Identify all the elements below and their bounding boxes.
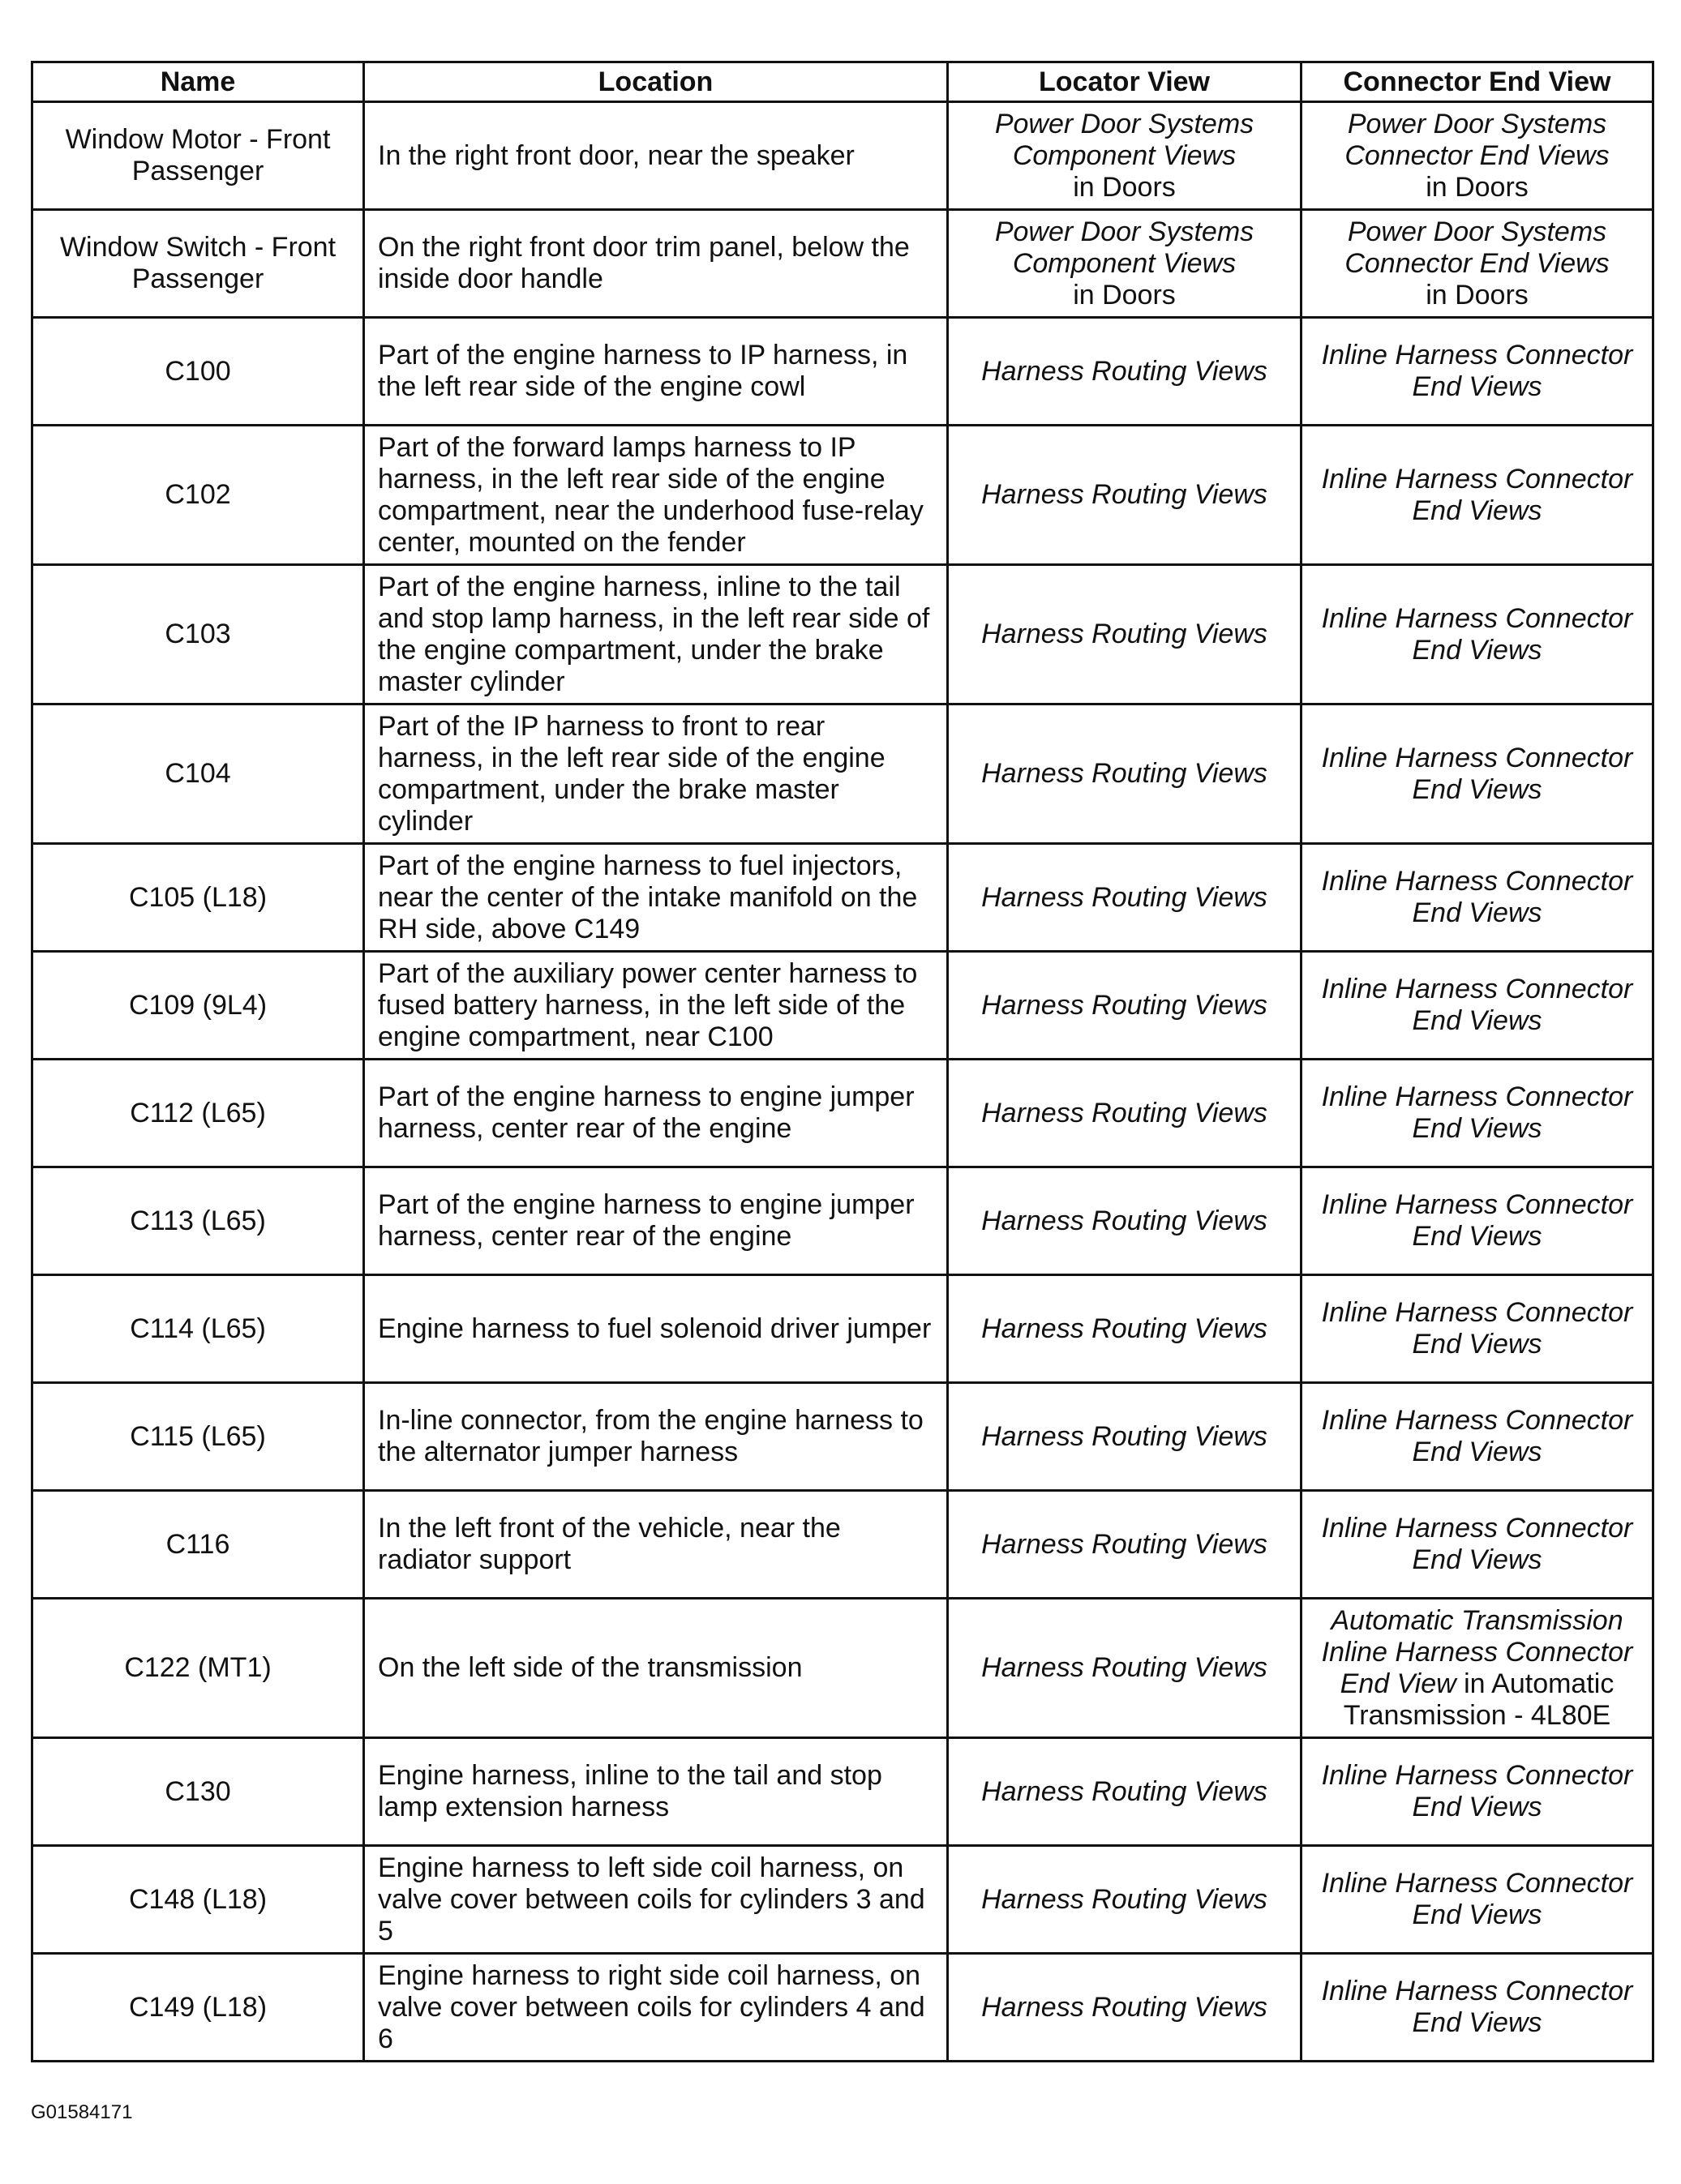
cell-name: C103 xyxy=(32,565,364,704)
cell-connector-end-view xyxy=(1301,1167,1653,1275)
cell-location: On the left side of the transmission xyxy=(364,1599,948,1738)
cell-locator-view xyxy=(948,952,1301,1060)
cell-locator-view xyxy=(948,1599,1301,1738)
locator-view-text: Harness Routing Views xyxy=(981,989,1267,1021)
cell-name: C102 xyxy=(32,426,364,565)
cell-locator-view xyxy=(948,1167,1301,1275)
connector-end-view-text: Inline Harness Connector End Views xyxy=(1321,463,1633,526)
connector-end-view-suffix: in Doors xyxy=(1426,171,1529,203)
cell-location: Part of the forward lamps harness to IP harness, in the left rear side of the engine compartment, near the underhood fuse-relay center, mounted on the fender xyxy=(364,426,948,565)
table-row xyxy=(32,1275,1653,1383)
locator-view-text: Harness Routing Views xyxy=(981,479,1267,510)
locator-view-text: Harness Routing Views xyxy=(981,619,1267,649)
table-row xyxy=(32,210,1653,318)
connector-end-view-text: Inline Harness Connector End Views xyxy=(1321,866,1633,928)
cell-connector-end-view xyxy=(1301,1275,1653,1383)
cell-connector-end-view xyxy=(1301,210,1653,318)
table-row xyxy=(32,844,1653,952)
cell-location: On the right front door trim panel, below the inside door handle xyxy=(364,210,948,318)
cell-connector-end-view xyxy=(1301,952,1653,1060)
cell-connector-end-view xyxy=(1301,102,1653,210)
locator-view-text: Power Door Systems Component Views xyxy=(994,216,1254,279)
cell-name: Window Motor - Front Passenger xyxy=(32,102,364,210)
connector-end-view-text: Inline Harness Connector End Views xyxy=(1321,1405,1633,1467)
cell-connector-end-view xyxy=(1301,1491,1653,1599)
cell-name: C105 (L18) xyxy=(32,844,364,952)
cell-name: C114 (L65) xyxy=(32,1275,364,1383)
locator-view-text: Harness Routing Views xyxy=(981,1991,1267,2023)
locator-view-text: Harness Routing Views xyxy=(981,881,1267,913)
cell-name: C109 (9L4) xyxy=(32,952,364,1060)
connector-end-view-text: Inline Harness Connector End Views xyxy=(1321,1081,1633,1144)
cell-connector-end-view xyxy=(1301,1599,1653,1738)
cell-locator-view xyxy=(948,1383,1301,1491)
connector-end-view-text: Inline Harness Connector End Views xyxy=(1321,602,1633,666)
cell-location: Engine harness to fuel solenoid driver jumper xyxy=(364,1275,948,1383)
cell-location: Engine harness to right side coil harness, on valve cover between coils for cylinders 4 and 6 xyxy=(364,1954,948,2062)
locator-view-suffix: in Doors xyxy=(1073,279,1176,310)
table-row xyxy=(32,1846,1653,1954)
locator-view-text: Harness Routing Views xyxy=(981,1652,1267,1683)
locator-view-text: Harness Routing Views xyxy=(981,1528,1267,1560)
cell-connector-end-view xyxy=(1301,318,1653,426)
connector-end-view-text: Inline Harness Connector End Views xyxy=(1321,1868,1633,1930)
cell-location: In the left front of the vehicle, near the radiator support xyxy=(364,1491,948,1599)
cell-connector-end-view xyxy=(1301,426,1653,565)
cell-location: In the right front door, near the speaker xyxy=(364,102,948,210)
cell-locator-view xyxy=(948,1060,1301,1167)
cell-location: Part of the engine harness, inline to the tail and stop lamp harness, in the left rear side of the engine compartment, under the brake master cylinder xyxy=(364,565,948,704)
connector-end-view-text: Inline Harness Connector End Views xyxy=(1321,1189,1633,1252)
cell-connector-end-view xyxy=(1301,844,1653,952)
locator-view-text: Harness Routing Views xyxy=(981,1420,1267,1452)
table-row xyxy=(32,1383,1653,1491)
cell-name: C115 (L65) xyxy=(32,1383,364,1491)
cell-name: C100 xyxy=(32,318,364,426)
cell-location: Part of the engine harness to IP harness, in the left rear side of the engine cowl xyxy=(364,318,948,426)
locator-view-text: Harness Routing Views xyxy=(981,1205,1267,1236)
connector-end-view-suffix: in Doors xyxy=(1426,279,1529,310)
table-row xyxy=(32,1599,1653,1738)
table-row xyxy=(32,952,1653,1060)
connector-end-view-text: Power Door Systems Connector End Views xyxy=(1344,108,1610,171)
connector-end-view-text: Automatic Transmission Inline Harness Connector End View xyxy=(1321,1604,1633,1699)
cell-locator-view xyxy=(948,844,1301,952)
table-row xyxy=(32,102,1653,210)
locator-view-text: Harness Routing Views xyxy=(981,355,1267,387)
locator-view-suffix: in Doors xyxy=(1073,171,1176,203)
cell-connector-end-view xyxy=(1301,1738,1653,1846)
header-locator-view: Locator View xyxy=(948,62,1301,102)
cell-location: Engine harness to left side coil harness, on valve cover between coils for cylinders 3 and 5 xyxy=(364,1846,948,1954)
cell-location: Part of the auxiliary power center harness to fused battery harness, in the left side of the engine compartment, near C100 xyxy=(364,952,948,1060)
cell-name: Window Switch - Front Passenger xyxy=(32,210,364,318)
locator-view-text: Harness Routing Views xyxy=(981,1313,1267,1344)
cell-locator-view xyxy=(948,102,1301,210)
table-row xyxy=(32,1738,1653,1846)
cell-location: In-line connector, from the engine harness to the alternator jumper harness xyxy=(364,1383,948,1491)
header-connector-end-view: Connector End View xyxy=(1301,62,1653,102)
cell-location: Part of the engine harness to engine jumper harness, center rear of the engine xyxy=(364,1060,948,1167)
connector-end-view-text: Inline Harness Connector End Views xyxy=(1321,1760,1633,1822)
cell-connector-end-view xyxy=(1301,1846,1653,1954)
cell-location: Part of the IP harness to front to rear harness, in the left rear side of the engine compartment, under the brake master cylinder xyxy=(364,704,948,844)
cell-locator-view xyxy=(948,1738,1301,1846)
cell-name: C104 xyxy=(32,704,364,844)
table-row xyxy=(32,318,1653,426)
table-row xyxy=(32,704,1653,844)
cell-name: C112 (L65) xyxy=(32,1060,364,1167)
locator-view-text: Power Door Systems Component Views xyxy=(994,108,1254,171)
cell-connector-end-view xyxy=(1301,565,1653,704)
connector-end-view-text: Inline Harness Connector End Views xyxy=(1321,1513,1633,1575)
cell-name: C149 (L18) xyxy=(32,1954,364,2062)
cell-locator-view xyxy=(948,318,1301,426)
table-row xyxy=(32,565,1653,704)
figure-id: G01584171 xyxy=(31,2101,133,2123)
connector-end-view-text: Power Door Systems Connector End Views xyxy=(1344,216,1610,279)
connector-end-view-text: Inline Harness Connector End Views xyxy=(1321,1297,1633,1360)
table-row xyxy=(32,1491,1653,1599)
table-row xyxy=(32,1060,1653,1167)
cell-locator-view xyxy=(948,1275,1301,1383)
table-row xyxy=(32,1954,1653,2062)
cell-connector-end-view xyxy=(1301,1954,1653,2062)
header-row xyxy=(32,62,1653,102)
connector-end-view-text: Inline Harness Connector End Views xyxy=(1321,340,1633,402)
locator-view-text: Harness Routing Views xyxy=(981,1775,1267,1807)
table-row xyxy=(32,1167,1653,1275)
connector-end-view-text: Inline Harness Connector End Views xyxy=(1321,974,1633,1036)
cell-locator-view xyxy=(948,1491,1301,1599)
table-row xyxy=(32,426,1653,565)
cell-connector-end-view xyxy=(1301,1383,1653,1491)
header-name: Name xyxy=(32,62,364,102)
cell-locator-view xyxy=(948,704,1301,844)
cell-locator-view xyxy=(948,1846,1301,1954)
cell-connector-end-view xyxy=(1301,1060,1653,1167)
locator-view-text: Harness Routing Views xyxy=(981,758,1267,789)
cell-locator-view xyxy=(948,426,1301,565)
cell-locator-view xyxy=(948,1954,1301,2062)
cell-location: Engine harness, inline to the tail and stop lamp extension harness xyxy=(364,1738,948,1846)
cell-connector-end-view xyxy=(1301,704,1653,844)
cell-location: Part of the engine harness to fuel injectors, near the center of the intake manifold on the RH side, above C149 xyxy=(364,844,948,952)
header-location: Location xyxy=(364,62,948,102)
cell-name: C148 (L18) xyxy=(32,1846,364,1954)
locator-view-text: Harness Routing Views xyxy=(981,1883,1267,1915)
cell-locator-view xyxy=(948,210,1301,318)
cell-location: Part of the engine harness to engine jumper harness, center rear of the engine xyxy=(364,1167,948,1275)
cell-name: C130 xyxy=(32,1738,364,1846)
connector-location-table xyxy=(31,61,1654,2062)
cell-locator-view xyxy=(948,565,1301,704)
connector-end-view-text: Inline Harness Connector End Views xyxy=(1321,1976,1633,2038)
connector-end-view-text: Inline Harness Connector End Views xyxy=(1321,742,1633,805)
cell-name: C122 (MT1) xyxy=(32,1599,364,1738)
cell-name: C116 xyxy=(32,1491,364,1599)
locator-view-text: Harness Routing Views xyxy=(981,1097,1267,1128)
cell-name: C113 (L65) xyxy=(32,1167,364,1275)
connector-end-view-suffix: in Automatic Transmission - 4L80E xyxy=(1343,1668,1615,1731)
